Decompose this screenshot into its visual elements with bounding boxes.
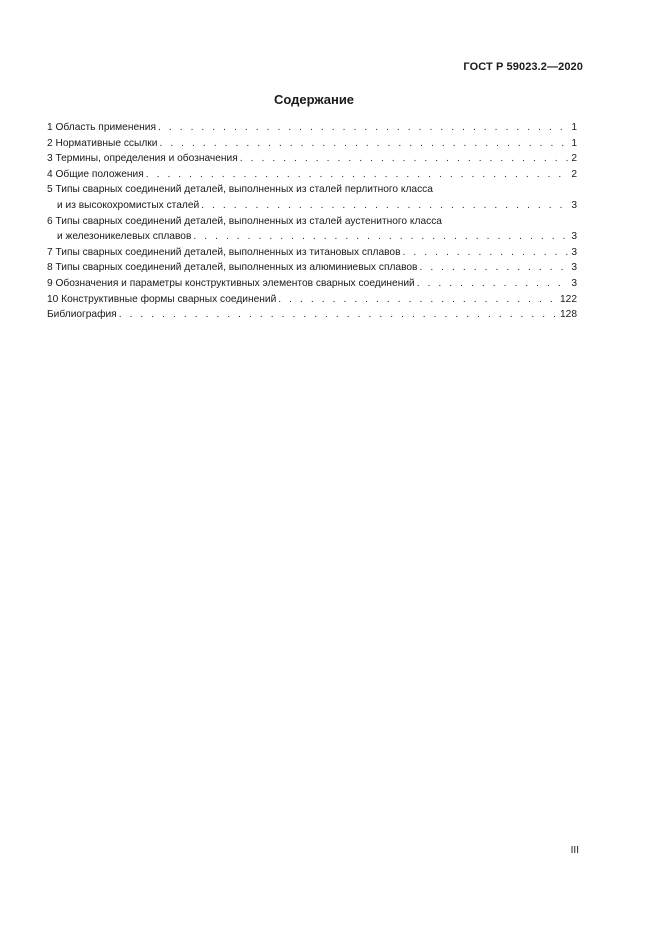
toc-entry-4[interactable]	[47, 167, 577, 183]
toc-entry-1[interactable]	[47, 120, 577, 136]
toc-entry-text-continued: и железоникелевых сплавов	[57, 231, 192, 243]
dot-leader	[419, 260, 569, 276]
toc-entry-5[interactable]	[47, 182, 577, 213]
toc-entry-text: Библиография	[47, 309, 117, 321]
toc-entry-6[interactable]	[47, 214, 577, 245]
dot-leader	[278, 292, 558, 308]
page-number: III	[570, 845, 579, 856]
toc-entry-text: 8 Типы сварных соединений деталей, выполненных из алюминиевых сплавов	[47, 262, 418, 274]
toc-entry-page: 1	[571, 122, 577, 133]
dot-leader	[158, 120, 569, 136]
toc-entry-text: 3 Термины, определения и обозначения	[47, 153, 238, 165]
toc-entry-page: 122	[560, 293, 577, 305]
dot-leader	[201, 198, 569, 214]
table-of-contents	[47, 120, 577, 323]
dot-leader	[159, 136, 569, 152]
toc-entry-bibliography[interactable]	[47, 307, 577, 323]
toc-entry-text: 1 Область применения	[47, 122, 156, 133]
toc-entry-2[interactable]	[47, 136, 577, 152]
toc-entry-page: 1	[571, 137, 577, 149]
toc-entry-3[interactable]	[47, 151, 577, 167]
dot-leader	[119, 307, 558, 323]
dot-leader	[146, 167, 570, 183]
toc-entry-page: 3	[571, 246, 577, 258]
toc-entry-text: 6 Типы сварных соединений деталей, выполненных из сталей аустенитного класса	[47, 215, 442, 227]
toc-entry-page: 128	[560, 309, 577, 321]
toc-entry-page: 3	[571, 199, 577, 211]
toc-entry-text: 7 Типы сварных соединений деталей, выполненных из титановых сплавов	[47, 246, 401, 258]
document-code: ГОСТ Р 59023.2—2020	[463, 61, 583, 73]
toc-entry-9[interactable]	[47, 276, 577, 292]
toc-entry-text: 10 Конструктивные формы сварных соединений	[47, 293, 277, 305]
toc-entry-text: 5 Типы сварных соединений деталей, выполненных из сталей перлитного класса	[47, 184, 433, 196]
toc-entry-text-continued: и из высокохромистых сталей	[57, 199, 200, 211]
toc-entry-10[interactable]	[47, 292, 577, 308]
toc-entry-text: 9 Обозначения и параметры конструктивных элементов сварных соединений	[47, 277, 415, 289]
dot-leader	[403, 245, 570, 261]
dot-leader	[193, 229, 569, 245]
toc-entry-page: 2	[571, 153, 577, 165]
toc-entry-text: 4 Общие положения	[47, 168, 144, 180]
toc-entry-text: 2 Нормативные ссылки	[47, 137, 158, 149]
dot-leader	[240, 151, 570, 167]
toc-title: Содержание	[273, 92, 355, 107]
toc-entry-7[interactable]	[47, 245, 577, 261]
dot-leader	[417, 276, 570, 292]
toc-entry-page: 3	[571, 277, 577, 289]
toc-entry-page: 3	[571, 262, 577, 274]
toc-entry-page: 3	[571, 231, 577, 243]
toc-entry-8[interactable]	[47, 260, 577, 276]
toc-entry-page: 2	[571, 168, 577, 180]
